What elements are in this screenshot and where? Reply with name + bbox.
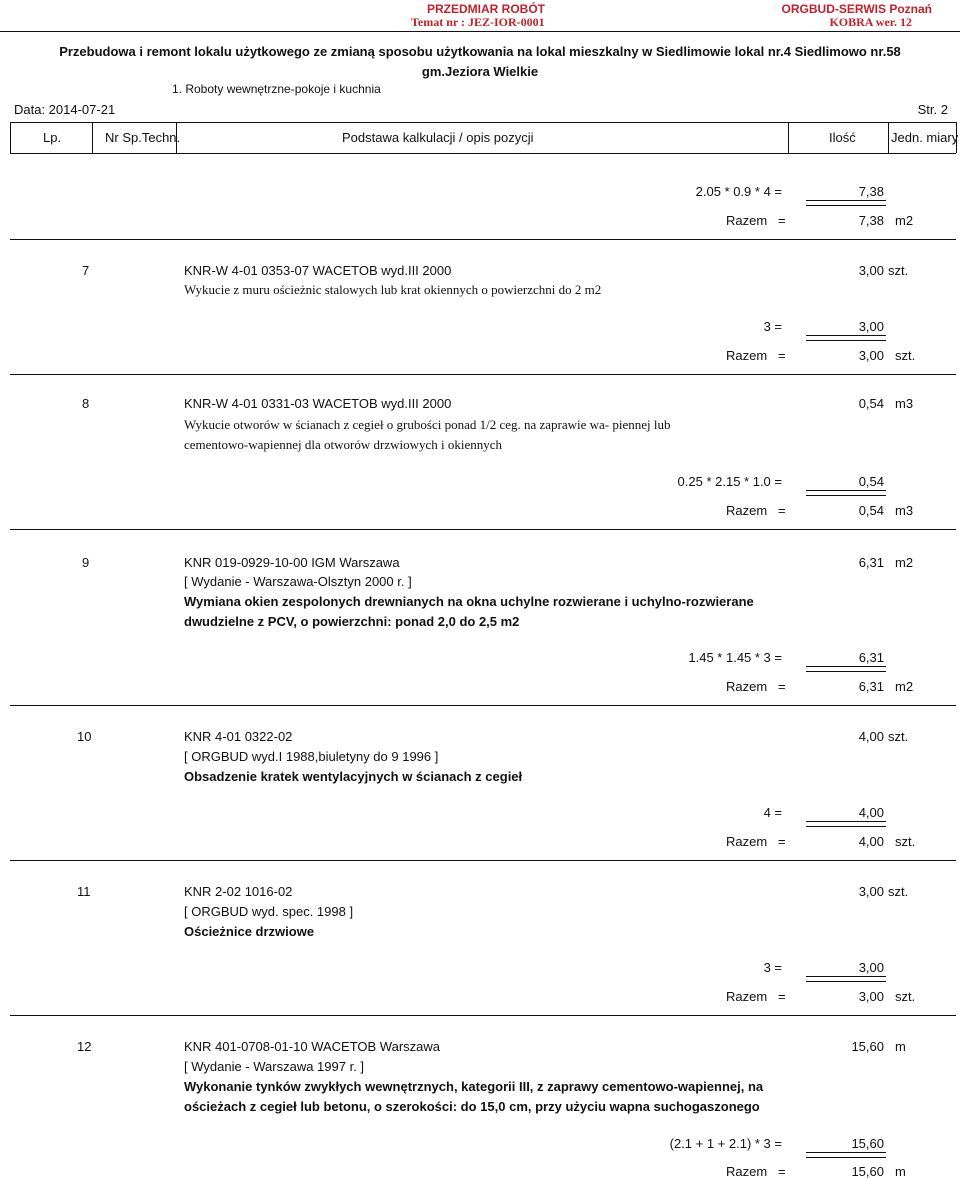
razem-label: Razem (726, 213, 768, 228)
item-unit: szt. (888, 884, 909, 899)
column-divider (788, 122, 789, 153)
item-formula: 4 = (763, 805, 782, 820)
item-unit: m3 (895, 396, 914, 411)
item-number: 11 (77, 884, 91, 899)
row-divider (10, 705, 956, 706)
doc-title: PRZEDMIAR ROBÓT (427, 2, 545, 16)
item-total: 0,54 (858, 503, 884, 518)
item-value: 4,00 (858, 805, 884, 820)
carry-value: 7,38 (858, 184, 884, 199)
item-formula: 0.25 * 2.15 * 1.0 = (677, 474, 782, 489)
item-unit: szt. (888, 729, 909, 744)
column-divider (888, 122, 889, 153)
razem-label: Razem (726, 503, 768, 518)
item-total: 3,00 (858, 348, 884, 363)
item-description: Wymiana okien zespolonych drewnianych na okna uchylne rozwierane i uchylno-rozwierane (184, 594, 754, 609)
item-value: 15,60 (851, 1136, 884, 1151)
column-header-lp: Lp. (43, 130, 62, 145)
equals-sign: = (778, 1164, 786, 1179)
column-divider (92, 122, 93, 153)
item-quantity: 15,60 (851, 1039, 884, 1054)
software-version: KOBRA wer. 12 (829, 15, 912, 29)
item-quantity: 4,00 (858, 729, 884, 744)
razem-label: Razem (726, 1164, 768, 1179)
item-formula: 1.45 * 1.45 * 3 = (688, 650, 782, 665)
column-header-nr: Nr Sp.Techn. (105, 130, 181, 145)
item-value: 6,31 (858, 650, 884, 665)
item-basis: KNR 4-01 0322-02 (184, 729, 293, 744)
item-number: 9 (82, 555, 90, 570)
item-total: 15,60 (851, 1164, 884, 1179)
equals-sign: = (778, 679, 786, 694)
column-header-unit: Jedn. miary (891, 130, 959, 145)
sum-rule (806, 490, 886, 496)
item-description-cont: dwudzielne z PCV, o powierzchni: ponad 2,0 do 2,5 m2 (184, 614, 520, 629)
item-formula: 3 = (763, 960, 782, 975)
item-total-unit: szt. (895, 989, 916, 1004)
item-total-unit: szt. (895, 348, 916, 363)
column-header-description: Podstawa kalkulacji / opis pozycji (342, 130, 534, 145)
item-total: 3,00 (858, 989, 884, 1004)
sum-rule (806, 821, 886, 827)
item-value: 3,00 (858, 319, 884, 334)
item-source: [ Wydanie - Warszawa-Olsztyn 2000 r. ] (184, 574, 412, 589)
equals-sign: = (778, 989, 786, 1004)
item-source: [ ORGBUD wyd.I 1988,biuletyny do 9 1996 ] (184, 749, 439, 764)
item-description: Wykucie z muru ościeżnic stalowych lub krat okiennych o powierzchni do 2 m2 (184, 282, 602, 297)
item-basis: KNR-W 4-01 0331-03 WACETOB wyd.III 2000 (184, 396, 452, 411)
item-basis: KNR 2-02 1016-02 (184, 884, 293, 899)
sum-rule (806, 666, 886, 672)
equals-sign: = (778, 213, 786, 228)
item-number: 8 (82, 396, 90, 411)
company-name: ORGBUD-SERWIS Poznań (781, 2, 932, 16)
item-unit: szt. (888, 263, 909, 278)
sum-rule (806, 1152, 886, 1158)
item-total-unit: m (895, 1164, 906, 1179)
equals-sign: = (778, 834, 786, 849)
item-number: 12 (77, 1039, 92, 1054)
project-title: Przebudowa i remont lokalu użytkowego ze zmianą sposobu użytkowania na lokal mieszkalny w Siedlimowie lokal nr.4 Siedlimowo nr.58 (59, 44, 901, 59)
item-quantity: 3,00 (858, 263, 884, 278)
column-header-quantity: Ilość (829, 130, 856, 145)
item-description: Obsadzenie kratek wentylacyjnych w ścianach z cegieł (184, 769, 523, 784)
item-basis: KNR-W 4-01 0353-07 WACETOB wyd.III 2000 (184, 263, 452, 278)
item-total: 4,00 (858, 834, 884, 849)
item-description-cont: cementowo-wapiennej dla otworów drzwiowych i okiennych (184, 437, 503, 452)
sum-rule (806, 976, 886, 982)
project-location: gm.Jeziora Wielkie (421, 64, 539, 79)
topic-number: Temat nr : JEZ-IOR-0001 (411, 15, 545, 29)
item-unit: m (895, 1039, 906, 1054)
header-rule (0, 31, 960, 32)
row-divider (10, 374, 956, 375)
row-divider (10, 1015, 956, 1016)
item-description: Wykucie otworów w ścianach z cegieł o grubości ponad 1/2 ceg. na zaprawie wa- piennej lub (184, 417, 671, 432)
item-quantity: 3,00 (858, 884, 884, 899)
doc-date: Data: 2014-07-21 (14, 102, 116, 117)
row-divider (10, 239, 956, 240)
item-quantity: 0,54 (858, 396, 884, 411)
equals-sign: = (778, 503, 786, 518)
item-source: [ ORGBUD wyd. spec. 1998 ] (184, 904, 354, 919)
item-total-unit: szt. (895, 834, 916, 849)
carry-formula: 2.05 * 0.9 * 4 = (695, 184, 782, 199)
column-divider (10, 122, 11, 153)
row-divider (10, 860, 956, 861)
section-title: 1. Roboty wewnętrzne-pokoje i kuchnia (172, 82, 381, 96)
item-value: 3,00 (858, 960, 884, 975)
razem-label: Razem (726, 348, 768, 363)
item-basis: KNR 019-0929-10-00 IGM Warszawa (184, 555, 400, 570)
carry-total: 7,38 (858, 213, 884, 228)
razem-label: Razem (726, 989, 768, 1004)
razem-label: Razem (726, 679, 768, 694)
item-unit: m2 (895, 555, 914, 570)
razem-label: Razem (726, 834, 768, 849)
sum-rule (806, 200, 886, 206)
page-number: Str. 2 (917, 102, 948, 117)
item-source: [ Wydanie - Warszawa 1997 r. ] (184, 1059, 365, 1074)
item-description: Wykonanie tynków zwykłych wewnętrznych, kategorii III, z zaprawy cementowo-wapiennej, na (184, 1079, 764, 1094)
equals-sign: = (778, 348, 786, 363)
carry-unit: m2 (895, 213, 914, 228)
item-description: Ościeżnice drzwiowe (184, 924, 315, 939)
item-number: 7 (82, 263, 90, 278)
item-total-unit: m2 (895, 679, 914, 694)
item-value: 0,54 (858, 474, 884, 489)
item-basis: KNR 401-0708-01-10 WACETOB Warszawa (184, 1039, 441, 1054)
item-quantity: 6,31 (858, 555, 884, 570)
item-formula: (2.1 + 1 + 2.1) * 3 = (669, 1136, 782, 1151)
item-description-cont: ościeżach z cegieł lub betonu, o szerokości: do 15,0 cm, przy użyciu wapna suchogaszonego (184, 1099, 760, 1114)
sum-rule (806, 335, 886, 341)
item-total-unit: m3 (895, 503, 914, 518)
item-total: 6,31 (858, 679, 884, 694)
row-divider (10, 529, 956, 530)
item-number: 10 (77, 729, 92, 744)
item-formula: 3 = (763, 319, 782, 334)
